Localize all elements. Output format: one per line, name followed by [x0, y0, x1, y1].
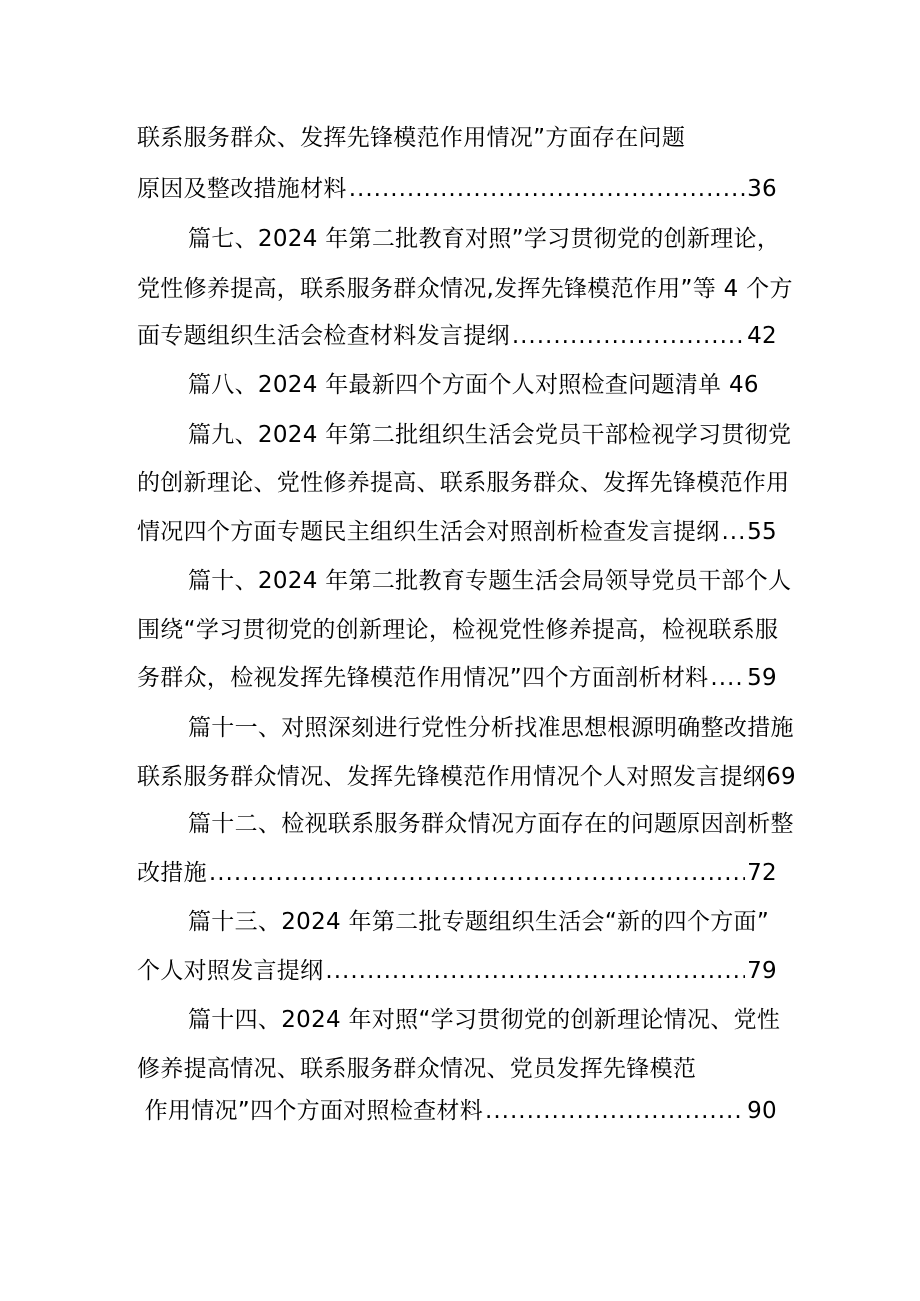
toc-line[interactable]	[188, 564, 792, 598]
toc-text: 原因及整改措施材料	[137, 176, 347, 202]
toc-entry[interactable]	[137, 954, 777, 988]
toc-line[interactable]	[188, 711, 794, 745]
toc-line[interactable]	[188, 222, 785, 256]
toc-text: 篇七、2024 年第二批教育对照”学习贯彻党的创新理论，	[188, 226, 781, 252]
toc-entry[interactable]	[137, 1094, 777, 1128]
dot-leader	[325, 954, 745, 988]
toc-line[interactable]	[188, 418, 792, 452]
toc-text: 务群众，检视发挥先锋模范作用情况”四个方面剖析材料	[137, 665, 709, 691]
toc-line[interactable]	[188, 905, 785, 939]
toc-entry[interactable]	[188, 368, 785, 402]
dot-leader	[722, 515, 746, 549]
toc-text: 情况四个方面专题民主组织生活会对照剖析检查发言提纲	[137, 519, 720, 545]
toc-line	[137, 613, 785, 647]
page-number: 55	[747, 519, 777, 545]
toc-entry[interactable]	[137, 319, 777, 353]
toc-entry[interactable]	[137, 856, 777, 890]
toc-line	[137, 121, 785, 155]
dot-leader	[485, 1094, 745, 1128]
toc-entry[interactable]	[137, 515, 777, 549]
toc-text: 围绕“学习贯彻党的创新理论，检视党性修养提高，检视联系服	[137, 617, 779, 643]
toc-text: 篇十三、2024 年第二批专题组织生活会“新的四个方面”	[188, 909, 770, 935]
toc-text: 篇八、2024 年最新四个方面个人对照检查问题清单 46	[188, 372, 759, 398]
toc-text: 的创新理论、党性修养提高、联系服务群众、发挥先锋模范作用	[137, 470, 790, 496]
dot-leader	[512, 319, 745, 353]
dot-leader	[209, 856, 745, 890]
toc-line[interactable]	[188, 807, 794, 841]
toc-text: 篇十、2024 年第二批教育专题生活会局领导党员干部个人	[188, 568, 792, 594]
toc-text: 篇十二、检视联系服务群众情况方面存在的问题原因剖析整	[188, 811, 794, 837]
dot-leader	[710, 661, 745, 695]
dot-leader	[349, 172, 745, 206]
page-number: 42	[747, 323, 777, 349]
toc-text: 篇十四、2024 年对照“学习贯彻党的创新理论情况、党性	[188, 1007, 781, 1033]
toc-entry[interactable]	[137, 172, 777, 206]
toc-text: 党性修养提高，联系服务群众情况,发挥先锋模范作用”等 4 个方	[137, 276, 793, 302]
page-number: 90	[747, 1098, 777, 1124]
toc-line	[137, 466, 790, 500]
toc-text: 作用情况”四个方面对照检查材料	[137, 1098, 484, 1124]
toc-text: 个人对照发言提纲	[137, 958, 324, 984]
page-number: 59	[747, 665, 777, 691]
page-number: 36	[747, 176, 777, 202]
toc-text: 篇九、2024 年第二批组织生活会党员干部检视学习贯彻党	[188, 422, 792, 448]
toc-line[interactable]	[188, 1003, 785, 1037]
page-number: 72	[747, 860, 777, 886]
toc-line	[137, 272, 793, 306]
toc-text: 联系服务群众情况、发挥先锋模范作用情况个人对照发言提纲69	[137, 764, 796, 790]
toc-line	[137, 1052, 785, 1086]
toc-text: 面专题组织生活会检查材料发言提纲	[137, 323, 510, 349]
toc-entry[interactable]	[137, 661, 777, 695]
toc-text: 改措施	[137, 860, 207, 886]
toc-text: 联系服务群众、发挥先锋模范作用情况”方面存在问题	[137, 125, 686, 151]
toc-entry[interactable]	[137, 760, 796, 794]
toc-text: 修养提高情况、联系服务群众情况、党员发挥先锋模范	[137, 1056, 697, 1082]
toc-text: 篇十一、对照深刻进行党性分析找准思想根源明确整改措施	[188, 715, 794, 741]
page-number: 79	[747, 958, 777, 984]
